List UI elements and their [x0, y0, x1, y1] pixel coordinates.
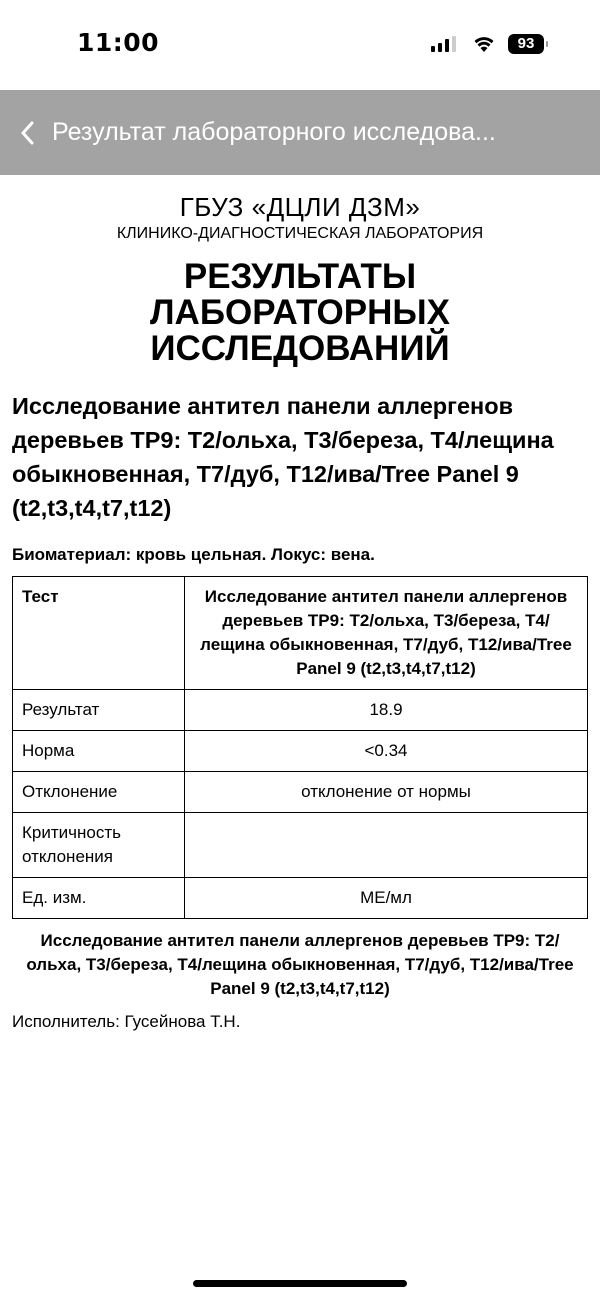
row-value: отклонение от нормы [185, 772, 588, 813]
row-value: <0.34 [185, 731, 588, 772]
table-row [13, 731, 588, 772]
table-header-row [13, 577, 588, 690]
wifi-icon [472, 33, 496, 53]
table-row [13, 813, 588, 878]
row-value: МЕ/мл [185, 878, 588, 919]
study-heading: Исследование антител панели аллергенов деревьев TP9: T2/ольха, T3/береза, T4/лещина обыкновенная, T7/дуб, T12/ива/Tree Panel 9 (t2,t3,t4,t7,t12) [12, 393, 554, 521]
report-title: РЕЗУЛЬТАТЫ ЛАБОРАТОРНЫХ ИССЛЕДОВАНИЙ [150, 257, 450, 368]
row-label: Норма [13, 731, 185, 772]
status-bar [0, 0, 600, 90]
table-row [13, 690, 588, 731]
battery-icon: 93 [508, 34, 544, 54]
row-label: Критичность отклонения [13, 813, 185, 878]
laboratory-name: КЛИНИКО-ДИАГНОСТИЧЕСКАЯ ЛАБОРАТОРИЯ [116, 225, 484, 242]
back-button[interactable] [20, 118, 40, 148]
row-label: Ед. изм. [13, 878, 185, 919]
row-label: Отклонение [13, 772, 185, 813]
cellular-signal-icon [431, 36, 456, 52]
nav-title: Результат лабораторного исследова... [52, 118, 496, 146]
table-row [13, 878, 588, 919]
biomaterial-info: Биоматериал: кровь цельная. Локус: вена. [12, 545, 375, 564]
results-table [12, 576, 588, 919]
report-document [12, 190, 588, 1034]
status-time: 11:00 [77, 28, 160, 57]
executor: Исполнитель: Гусейнова Т.Н. [12, 1012, 241, 1031]
row-label: Результат [13, 690, 185, 731]
chevron-left-icon [20, 121, 34, 145]
header-cell-study: Исследование антител панели аллергенов деревьев TP9: T2/ольха, T3/береза, T4/лещина обыкновенная, T7/дуб, T12/ива/Tree Panel 9 (t2,t3,t4,t7,t12) [185, 577, 588, 690]
study-footer: Исследование антител панели аллергенов деревьев TP9: T2/ольха, T3/береза, T4/лещина обыкновенная, T7/дуб, T12/ива/Tree Panel 9 (t2,t3,t4,t7,t12) [26, 931, 574, 998]
table-row [13, 772, 588, 813]
row-value [185, 813, 588, 878]
header-cell-test: Тест [13, 577, 185, 690]
home-indicator[interactable] [193, 1280, 407, 1287]
navigation-bar [0, 90, 600, 175]
organization-name: ГБУЗ «ДЦЛИ ДЗМ» [179, 192, 421, 222]
row-value: 18.9 [185, 690, 588, 731]
